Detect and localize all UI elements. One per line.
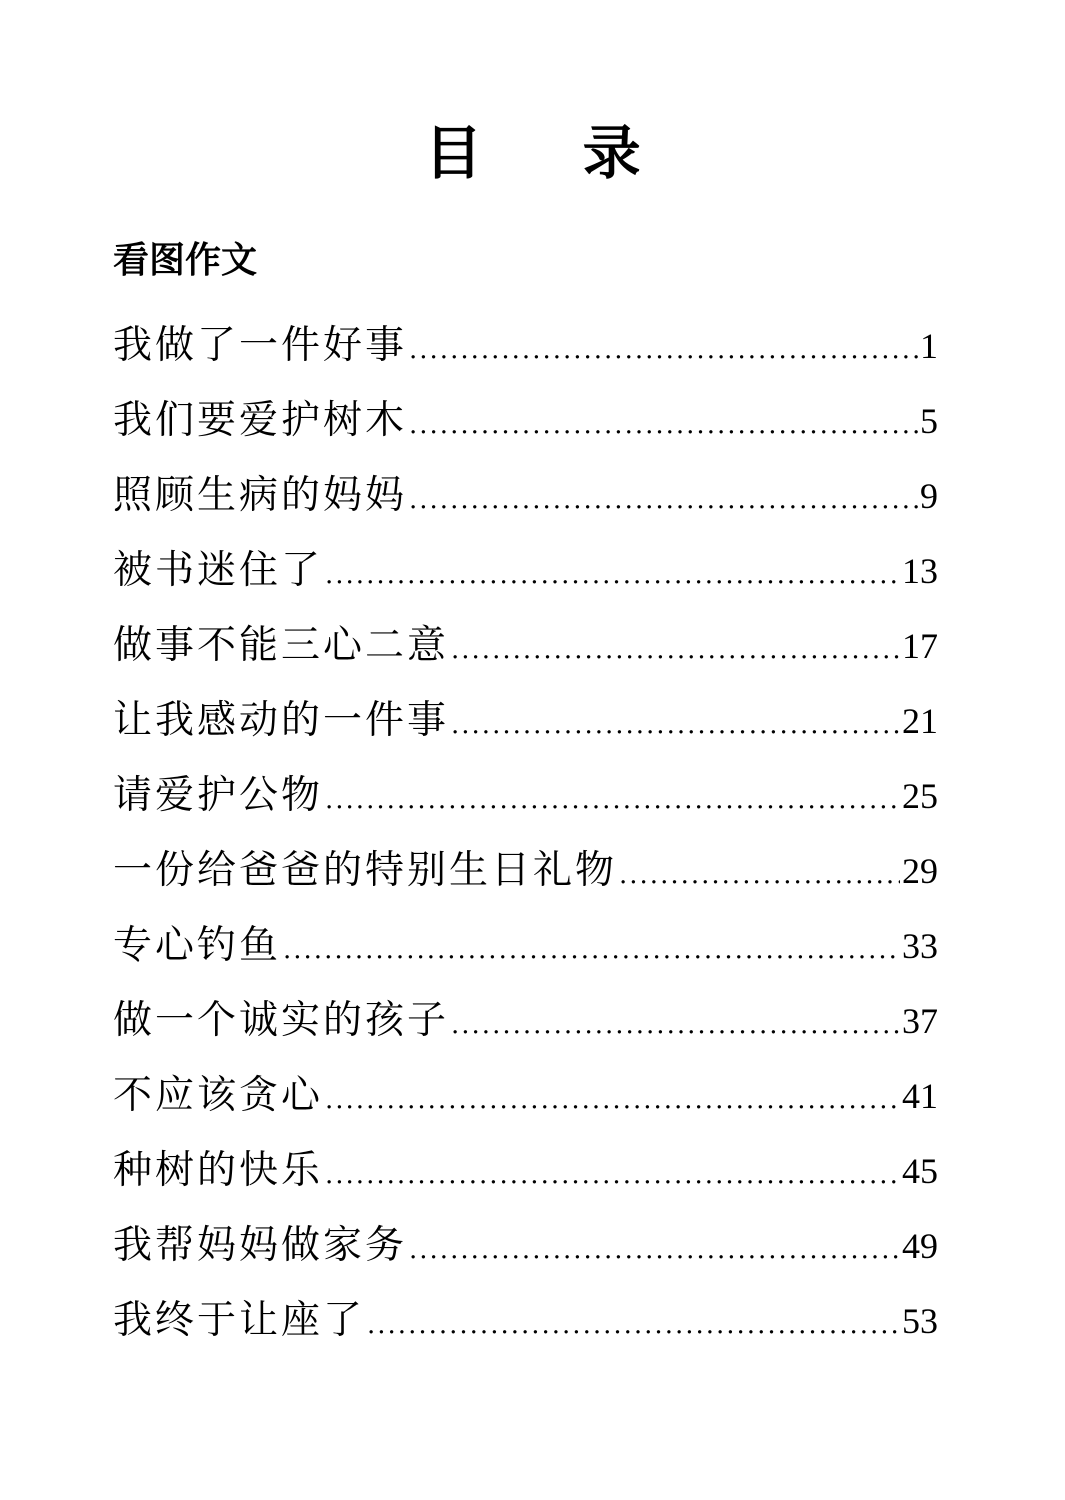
toc-entry-page: 33 [902,926,938,966]
toc-entry[interactable] [113,1283,938,1358]
toc-entry-title: 我帮妈妈做家务 [113,1223,408,1268]
toc-entry[interactable] [113,533,938,608]
toc-entry[interactable] [113,833,938,908]
toc-entry-title: 让我感动的一件事 [113,698,450,743]
toc-entry-page: 37 [902,1001,938,1041]
toc-entry[interactable] [113,383,938,458]
toc-entry-title: 请爱护公物 [113,773,324,818]
toc-entry-title: 我做了一件好事 [113,323,408,368]
toc-entry-title: 种树的快乐 [113,1148,324,1193]
toc-entry-page: 53 [902,1301,938,1341]
toc-entry-leader [325,1063,900,1138]
toc-entry-title: 一份给爸爸的特别生日礼物 [113,848,618,893]
toc-entry-page: 17 [902,626,938,666]
toc-entry-leader [409,463,918,538]
toc-entry-page: 1 [920,326,938,366]
toc-entry-title: 我们要爱护树木 [113,398,408,443]
toc-entry-page: 25 [902,776,938,816]
toc-entry-title: 专心钓鱼 [113,923,282,968]
toc-entry[interactable] [113,1133,938,1208]
toc-entry-page: 29 [902,851,938,891]
toc-entry[interactable] [113,683,938,758]
toc-entry-page: 21 [902,701,938,741]
toc-entry-leader [619,838,900,913]
page-title: 目 录 [424,119,681,187]
toc-entry-leader [451,688,900,763]
toc-entry[interactable] [113,758,938,833]
toc-entry-leader [325,538,900,613]
toc-entry[interactable] [113,608,938,683]
toc-entry-page: 45 [902,1151,938,1191]
toc-entry[interactable] [113,1058,938,1133]
toc-entry-title: 照顾生病的妈妈 [113,473,408,518]
toc-entry-page: 41 [902,1076,938,1116]
toc-entry[interactable] [113,458,938,533]
section-heading: 看图作文 [113,240,258,281]
toc-entry[interactable] [113,1208,938,1283]
toc-entry-title: 不应该贪心 [113,1073,324,1118]
toc-entry-leader [283,913,900,988]
toc-entry-leader [409,388,918,463]
toc-entry-leader [409,313,918,388]
toc-entry-title: 做事不能三心二意 [113,623,450,668]
toc-entry-leader [325,763,900,838]
toc-entry-page: 5 [920,401,938,441]
toc-entry[interactable] [113,983,938,1058]
toc-entry-leader [367,1288,900,1363]
toc-entry-title: 我终于让座了 [113,1298,366,1343]
toc-list [113,308,938,1358]
toc-entry[interactable] [113,308,938,383]
toc-entry-page: 49 [902,1226,938,1266]
toc-entry[interactable] [113,908,938,983]
toc-entry-page: 9 [920,476,938,516]
toc-entry-leader [451,613,900,688]
toc-entry-title: 做一个诚实的孩子 [113,998,450,1043]
toc-entry-leader [409,1213,900,1288]
toc-entry-leader [325,1138,900,1213]
toc-entry-title: 被书迷住了 [113,548,324,593]
toc-entry-leader [451,988,900,1063]
toc-entry-page: 13 [902,551,938,591]
